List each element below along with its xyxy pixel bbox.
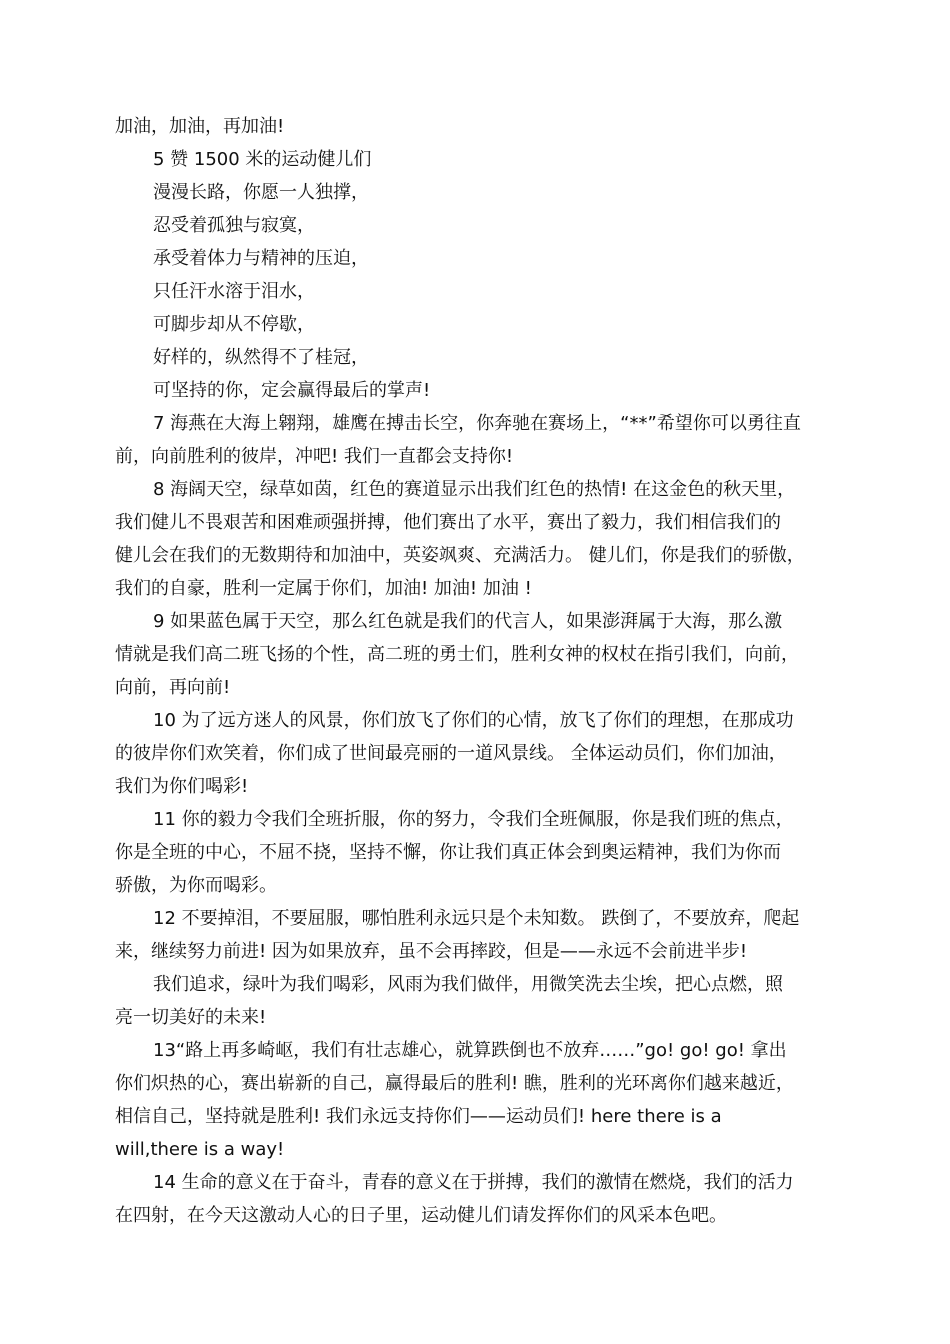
text-line: 漫漫长路，你愿一人独撑， xyxy=(153,182,369,203)
text-line: 9 如果蓝色属于天空，那么红色就是我们的代言人，如果澎湃属于大海，那么激 xyxy=(153,611,783,632)
text-line: 向前，再向前! xyxy=(115,677,231,698)
text-line: 我们为你们喝彩! xyxy=(115,776,249,797)
document-body xyxy=(115,110,835,1232)
text-line: 承受着体力与精神的压迫， xyxy=(153,248,369,269)
text-line: 你们炽热的心，赛出崭新的自己，赢得最后的胜利! 瞧，胜利的光环离你们越来越近， xyxy=(115,1073,794,1094)
text-line: 的彼岸你们欢笑着，你们成了世间最亮丽的一道风景线。 全体运动员们，你们加油， xyxy=(115,743,787,764)
text-line: 前，向前胜利的彼岸，冲吧! 我们一直都会支持你! xyxy=(115,446,514,467)
text-line: 可坚持的你，定会赢得最后的掌声! xyxy=(153,380,431,401)
text-line: 11 你的毅力令我们全班折服，你的努力，令我们全班佩服，你是我们班的焦点， xyxy=(153,809,794,830)
text-line: 只任汗水溶于泪水， xyxy=(153,281,315,302)
text-line: 好样的，纵然得不了桂冠， xyxy=(153,347,369,368)
text-line: 7 海燕在大海上翱翔，雄鹰在搏击长空，你奔驰在赛场上，“**”希望你可以勇往直 xyxy=(153,413,801,434)
text-line: 情就是我们高二班飞扬的个性，高二班的勇士们，胜利女神的权杖在指引我们，向前， xyxy=(115,644,799,665)
text-line: 来，继续努力前进! 因为如果放弃，虽不会再摔跤，但是——永远不会前进半步! xyxy=(115,941,748,962)
text-line: 10 为了远方迷人的风景，你们放飞了你们的心情，放飞了你们的理想，在那成功 xyxy=(153,710,794,731)
text-line: 12 不要掉泪，不要屈服，哪怕胜利永远只是个未知数。 跌倒了，不要放弃，爬起 xyxy=(153,908,800,929)
text-line: 加油，加油，再加油! xyxy=(115,116,285,137)
text-line: 13“路上再多崎岖，我们有壮志雄心，就算跌倒也不放弃……”go! go! go! 拿出 xyxy=(153,1040,787,1061)
text-line: 14 生命的意义在于奋斗，青春的意义在于拼搏，我们的激情在燃烧，我们的活力 xyxy=(153,1172,794,1193)
text-line: 健儿会在我们的无数期待和加油中，英姿飒爽、充满活力。 健儿们，你是我们的骄傲， xyxy=(115,545,805,566)
text-line: 相信自己，坚持就是胜利! 我们永远支持你们——运动员们! here there is a xyxy=(115,1106,722,1127)
text-line: 亮一切美好的未来! xyxy=(115,1007,267,1028)
text-line: will,there is a way! xyxy=(115,1139,285,1160)
text-line: 在四射，在今天这激动人心的日子里，运动健儿们请发挥你们的风采本色吧。 xyxy=(115,1205,727,1226)
text-line: 你是全班的中心，不屈不挠，坚持不懈，你让我们真正体会到奥运精神，我们为你而 xyxy=(115,842,781,863)
text-line: 5 赞 1500 米的运动健儿们 xyxy=(153,149,372,170)
text-line: 忍受着孤独与寂寞， xyxy=(153,215,315,236)
text-line: 我们的自豪，胜利一定属于你们，加油! 加油! 加油 ! xyxy=(115,578,532,599)
text-line: 骄傲，为你而喝彩。 xyxy=(115,875,277,896)
text-line: 我们健儿不畏艰苦和困难顽强拼搏，他们赛出了水平，赛出了毅力，我们相信我们的 xyxy=(115,512,781,533)
text-line: 可脚步却从不停歇， xyxy=(153,314,315,335)
text-line: 8 海阔天空，绿草如茵，红色的赛道显示出我们红色的热情! 在这金色的秋天里， xyxy=(153,479,796,500)
text-line: 我们追求，绿叶为我们喝彩，风雨为我们做伴，用微笑洗去尘埃，把心点燃，照 xyxy=(153,974,783,995)
